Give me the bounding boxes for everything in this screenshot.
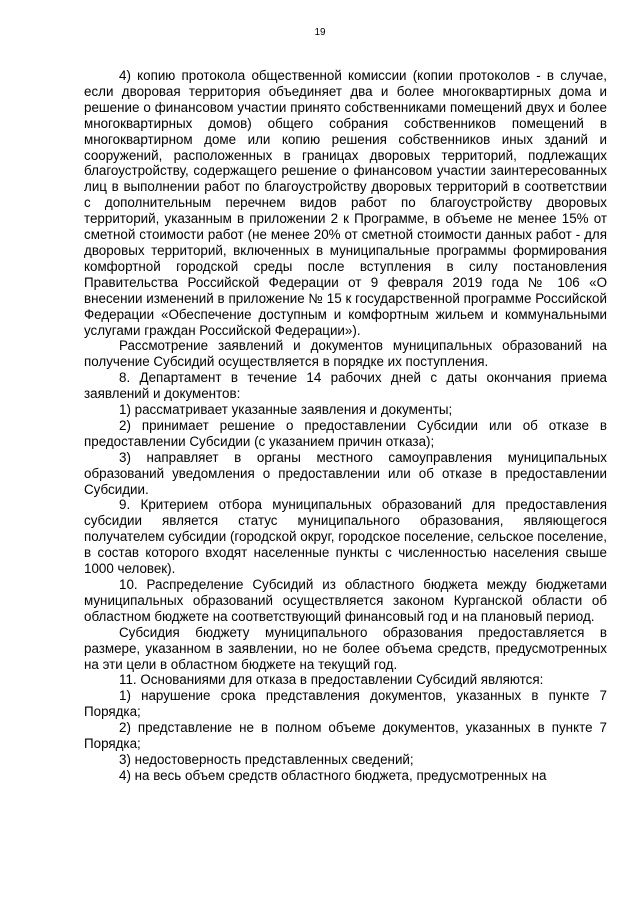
paragraph-clause-9: 9. Критерием отбора муниципальных образований для предоставления субсидии является статус муниципального образования, являющегося получателем субсидии (городской округ, городское поселение, сельское поселение, в состав которого входят населенные пункты с численностью населения свыше 1000 человек). bbox=[84, 497, 607, 577]
paragraph-subsidy-amount: Субсидия бюджету муниципального образования предоставляется в размере, указанном в заявлении, но не более объема средств, предусмотренных на эти цели в областном бюджете на текущий год. bbox=[84, 624, 607, 672]
document-body bbox=[84, 68, 607, 784]
paragraph-clause-11-item-4: 4) на весь объем средств областного бюджета, предусмотренных на bbox=[119, 767, 547, 783]
paragraph-clause-10: 10. Распределение Субсидий из областного бюджета между бюджетами муниципальных образований осуществляется законом Курганской области об областном бюджете на соответствующий финансовый год и на плановый период. bbox=[84, 577, 607, 624]
paragraph-clause-11-item-3: 3) недостоверность представленных сведений; bbox=[119, 751, 414, 767]
paragraph-clause-11-item-2: 2) представление не в полном объеме документов, указанных в пункте 7 Порядка; bbox=[84, 720, 607, 752]
paragraph-clause-8-item-1: 1) рассматривает указанные заявления и документы; bbox=[119, 402, 453, 418]
paragraph-clause-11: 11. Основаниями для отказа в предоставлении Субсидий являются: bbox=[119, 672, 544, 688]
paragraph-clause-8: 8. Департамент в течение 14 рабочих дней с даты окончания приема заявлений и документов: bbox=[84, 370, 607, 402]
paragraph-item-4-protocol: 4) копию протокола общественной комиссии (копии протоколов - в случае, если дворовая территория объединяет два и более многоквартирных дома и решение о финансовом участии принято собственниками помещений двух и более многоквартирных домов) общего собрания собственников помещений в многоквартирном доме или копию решения собственников иных зданий и сооружений, расположенных в границах дворовых территорий, подлежащих благоустройству, содержащего решение о финансовом участии заинтересованных лиц в выполнении работ по благоустройству дворовых территорий в соответствии с дополнительным перечнем видов работ по благоустройству дворовых территорий, указанным в приложении 2 к Программе, в объеме не менее 15% от сметной стоимости работ (не менее 20% от сметной стоимости данных работ - для дворовых территорий, включенных в муниципальные программы формирования комфортной городской среды после вступления в силу постановления Правительства Российской Федерации от 9 февраля 2019 года № 106 «О внесении изменений в приложение № 15 к государственной программе Российской Федерации «Обеспечение доступным и комфортным жильем и коммунальными услугами граждан Российской Федерации»). bbox=[84, 68, 607, 338]
paragraph-clause-8-item-2: 2) принимает решение о предоставлении Субсидии или об отказе в предоставлении Субсидии (с указанием причин отказа); bbox=[84, 417, 607, 449]
paragraph-clause-8-item-3: 3) направляет в органы местного самоуправления муниципальных образований уведомления о предоставлении или об отказе в предоставлении Субсидии. bbox=[84, 449, 607, 497]
paragraph-clause-11-item-1: 1) нарушение срока представления документов, указанных в пункте 7 Порядка; bbox=[84, 688, 607, 720]
paragraph-review-order: Рассмотрение заявлений и документов муниципальных образований на получение Субсидий осуществляется в порядке их поступления. bbox=[84, 338, 607, 370]
page-number: 19 bbox=[314, 27, 326, 38]
